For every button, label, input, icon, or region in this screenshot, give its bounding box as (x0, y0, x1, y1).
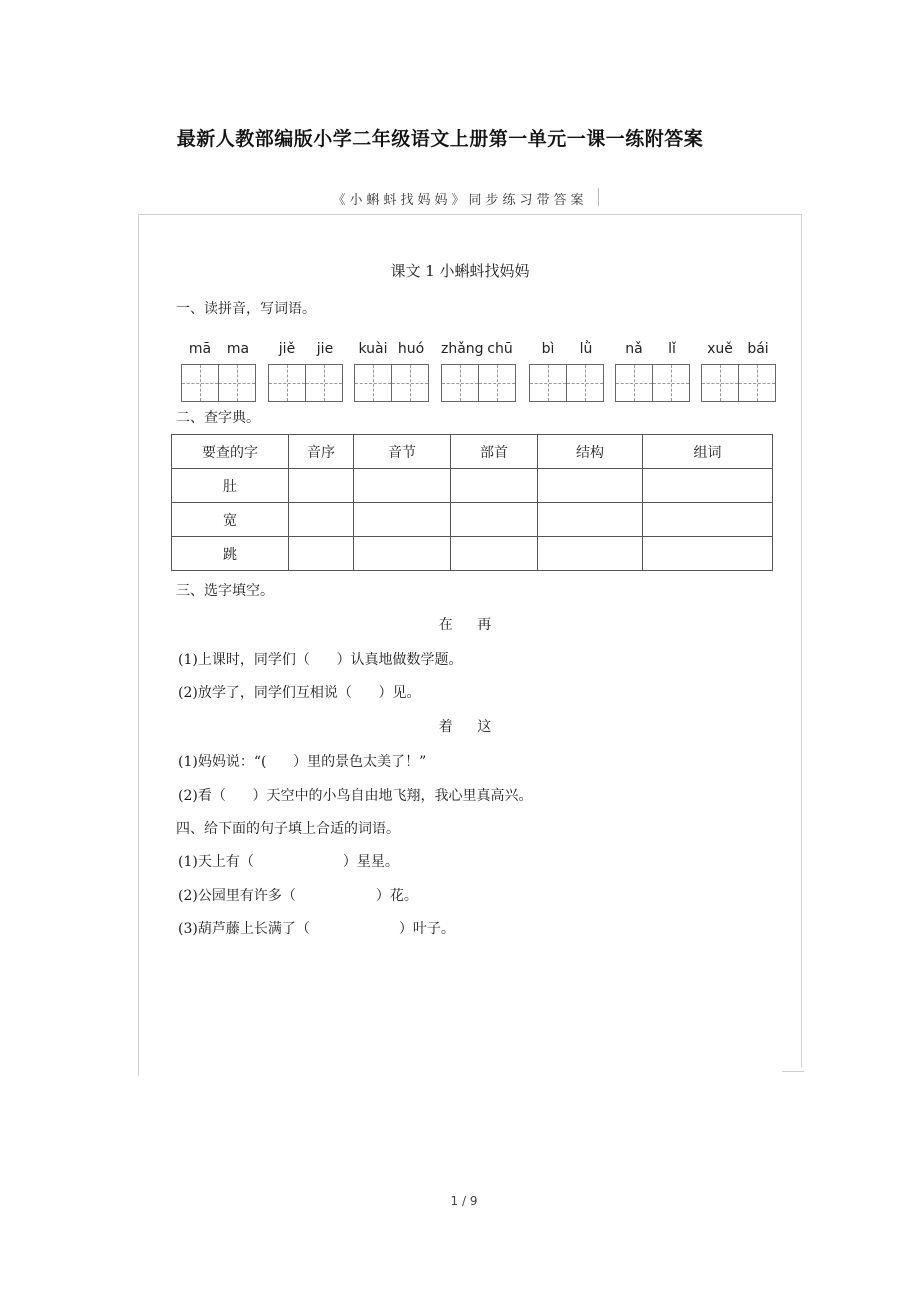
answer-cell[interactable] (289, 503, 354, 537)
pinyin-word-4 (441, 341, 517, 361)
row-character: 肚 (172, 469, 289, 503)
answer-cell[interactable] (538, 537, 643, 571)
answer-cell[interactable] (354, 503, 451, 537)
frame-border-top (138, 214, 802, 215)
frame-border-left (138, 214, 139, 1076)
fill-blank-item: (2)看（ ）天空中的小鸟自由地飞翔，我心里真高兴。 (178, 788, 533, 804)
pinyin-word-5 (529, 341, 605, 361)
section-1-heading: 一、读拼音，写词语。 (176, 301, 316, 317)
table-row (172, 503, 773, 537)
section-4-heading: 四、给下面的句子填上合适的词语。 (176, 821, 400, 837)
pinyin-word-2 (268, 341, 344, 361)
section-3-heading: 三、选字填空。 (176, 583, 274, 599)
page-number: 1 / 9 (450, 1194, 478, 1208)
fill-blank-item: (2)放学了，同学们互相说（ ）见。 (178, 685, 421, 701)
answer-cell[interactable] (451, 537, 538, 571)
writing-grid[interactable] (701, 364, 776, 402)
fill-blank-item: (1)妈妈说：“( ）里的景色太美了！” (178, 754, 427, 770)
divider (598, 188, 599, 206)
choice-characters-2: 着 这 (438, 719, 502, 735)
column-header: 音节 (354, 435, 451, 469)
fill-blank-item: (1)天上有（ ）星星。 (178, 854, 399, 870)
answer-cell[interactable] (538, 469, 643, 503)
document-title: 最新人教部编版小学二年级语文上册第一单元一课一练附答案 (176, 128, 704, 150)
answer-cell[interactable] (451, 469, 538, 503)
column-header: 组词 (643, 435, 773, 469)
pinyin-word-1 (181, 341, 257, 361)
frame-border-right (801, 214, 802, 1068)
answer-cell[interactable] (289, 469, 354, 503)
answer-cell[interactable] (643, 469, 773, 503)
pinyin-text: bì lǜ (541, 341, 593, 357)
pinyin-text: kuài huó (358, 341, 425, 357)
pinyin-text: zhǎng chū (441, 341, 513, 357)
table-header-row (172, 435, 773, 469)
fill-blank-item: (2)公园里有许多（ ）花。 (178, 888, 418, 904)
fill-blank-item: (1)上课时，同学们（ ）认真地做数学题。 (178, 652, 463, 668)
column-header: 要查的字 (172, 435, 289, 469)
dictionary-table (171, 434, 773, 571)
column-header: 结构 (538, 435, 643, 469)
column-header: 部首 (451, 435, 538, 469)
pinyin-text: xuě bái (707, 341, 769, 357)
table-row (172, 469, 773, 503)
subtitle: 《小蝌蚪找妈妈》同步练习带答案 (332, 193, 588, 208)
answer-cell[interactable] (289, 537, 354, 571)
table-row (172, 537, 773, 571)
pinyin-word-6 (615, 341, 691, 361)
writing-grid[interactable] (615, 364, 690, 402)
lesson-title: 课文 1 小蝌蚪找妈妈 (390, 262, 530, 280)
answer-cell[interactable] (643, 503, 773, 537)
answer-cell[interactable] (354, 537, 451, 571)
pinyin-text: nǎ lǐ (625, 341, 676, 357)
choice-characters-1: 在 再 (438, 617, 502, 633)
answer-cell[interactable] (643, 537, 773, 571)
writing-grid[interactable] (441, 364, 516, 402)
writing-grid[interactable] (354, 364, 429, 402)
row-character: 宽 (172, 503, 289, 537)
answer-cell[interactable] (354, 469, 451, 503)
frame-corner (782, 1071, 804, 1072)
writing-grid[interactable] (529, 364, 604, 402)
fill-blank-item: (3)葫芦藤上长满了（ ）叶子。 (178, 921, 455, 937)
row-character: 跳 (172, 537, 289, 571)
writing-grid[interactable] (268, 364, 343, 402)
section-2-heading: 二、查字典。 (176, 410, 260, 426)
pinyin-text: jiě jie (278, 341, 334, 357)
pinyin-word-7 (701, 341, 777, 361)
pinyin-word-3 (354, 341, 430, 361)
answer-cell[interactable] (538, 503, 643, 537)
answer-cell[interactable] (451, 503, 538, 537)
writing-grid[interactable] (181, 364, 256, 402)
column-header: 音序 (289, 435, 354, 469)
pinyin-text: mā ma (188, 341, 250, 357)
